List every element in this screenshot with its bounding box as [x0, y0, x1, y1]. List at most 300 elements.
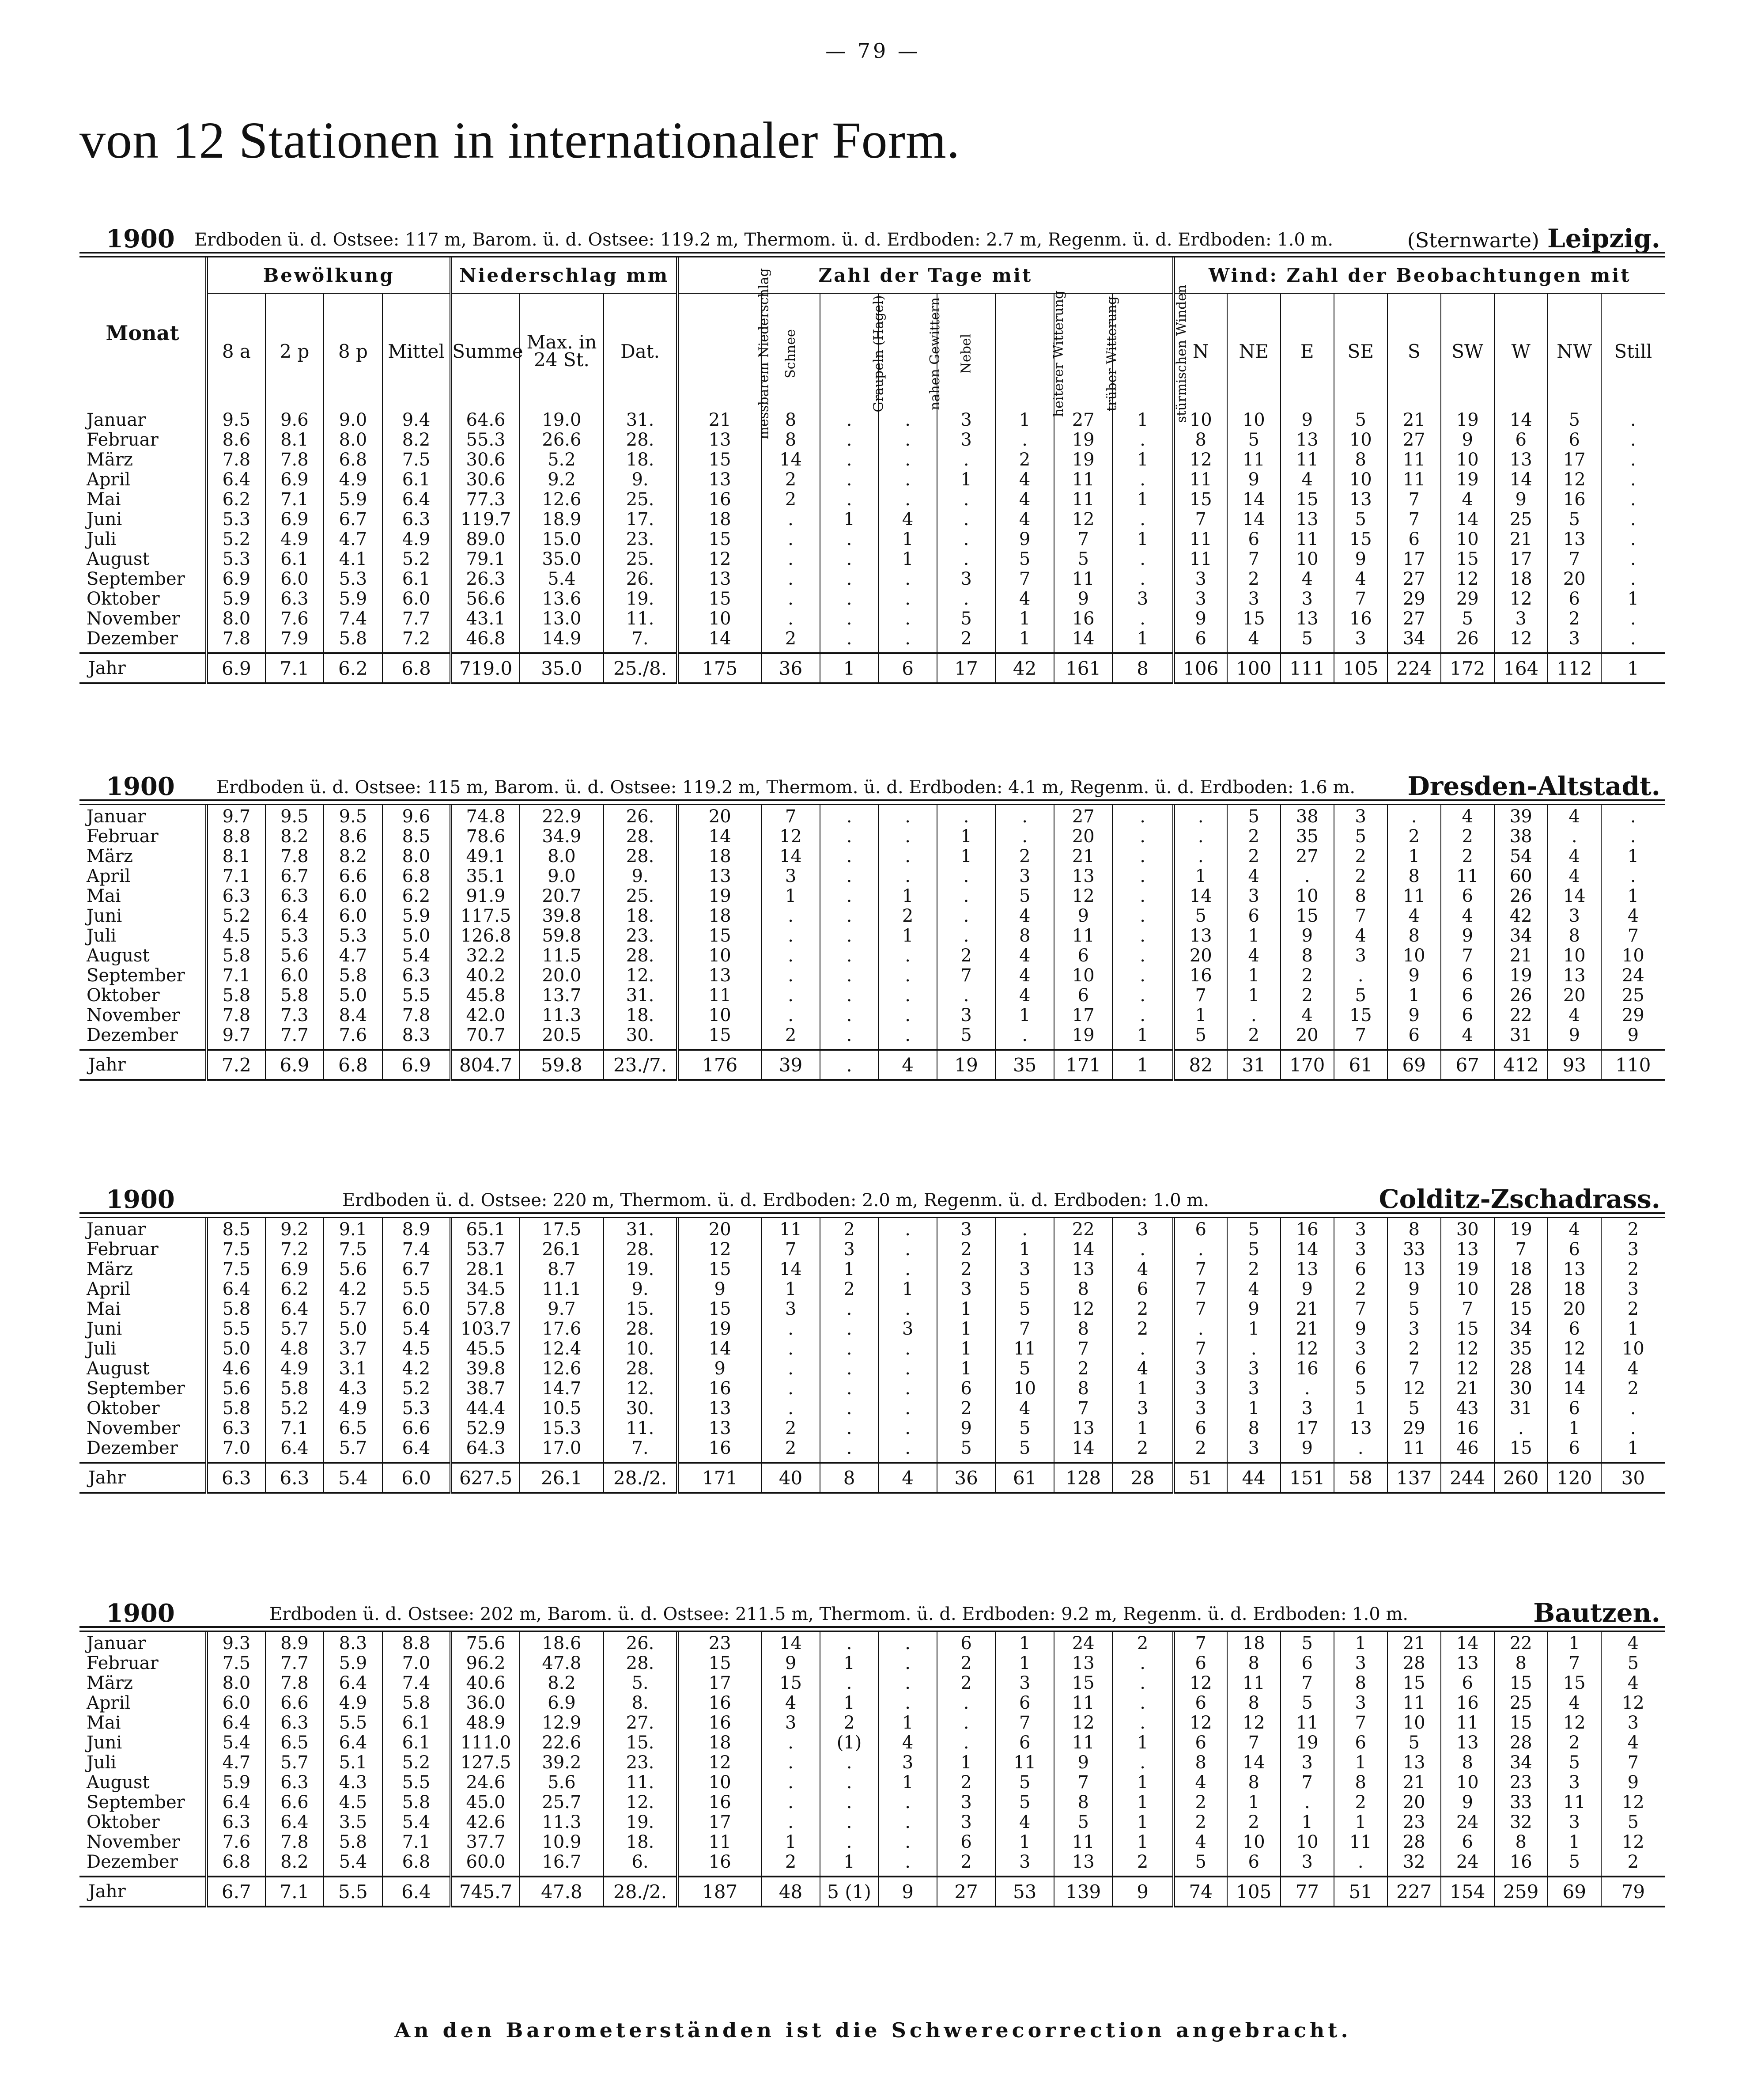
- value-cell: 18.: [604, 450, 677, 470]
- value-cell: 36.0: [451, 1693, 520, 1713]
- value-cell: .: [937, 589, 996, 609]
- value-cell: 8: [1387, 866, 1441, 886]
- value-cell: 14: [1054, 629, 1113, 653]
- value-cell: 10: [677, 1006, 761, 1025]
- value-cell: .: [1601, 629, 1665, 653]
- total-cell: 6.3: [265, 1463, 324, 1493]
- value-cell: 5.8: [265, 1379, 324, 1399]
- value-cell: 111.0: [451, 1733, 520, 1753]
- value-cell: 39.2: [520, 1753, 604, 1773]
- value-cell: 1: [1174, 866, 1227, 886]
- value-cell: 12: [1054, 1713, 1113, 1733]
- value-cell: 8.5: [382, 827, 451, 847]
- col-header: W: [1494, 293, 1548, 409]
- value-cell: 1: [1227, 926, 1281, 946]
- value-cell: 10: [1227, 409, 1281, 430]
- value-cell: .: [1548, 827, 1601, 847]
- value-cell: 1: [1112, 409, 1173, 430]
- value-cell: 4.9: [324, 1399, 382, 1419]
- value-cell: 3: [937, 1279, 996, 1299]
- col-header: Dat.: [604, 293, 677, 409]
- value-cell: 2: [1601, 1299, 1665, 1319]
- value-cell: 9: [1227, 470, 1281, 490]
- value-cell: 27: [1054, 805, 1113, 827]
- value-cell: 7.5: [324, 1240, 382, 1260]
- value-cell: 21: [677, 409, 761, 430]
- value-cell: 14: [1494, 409, 1548, 430]
- value-cell: 24: [1054, 1632, 1113, 1654]
- value-cell: 4: [1548, 847, 1601, 866]
- value-cell: 4: [1548, 1006, 1601, 1025]
- total-cell: 745.7: [451, 1877, 520, 1907]
- value-cell: .: [1281, 1793, 1334, 1812]
- value-cell: 18: [677, 847, 761, 866]
- value-cell: 6.9: [265, 510, 324, 530]
- value-cell: .: [995, 827, 1054, 847]
- value-cell: 19: [1054, 430, 1113, 450]
- value-cell: 5.1: [324, 1753, 382, 1773]
- value-cell: 27: [1281, 847, 1334, 866]
- value-cell: 5: [1174, 1852, 1227, 1877]
- value-cell: 7: [1227, 549, 1281, 569]
- value-cell: 12.6: [520, 490, 604, 510]
- value-cell: 3: [1112, 1218, 1173, 1240]
- value-cell: 26.: [604, 1632, 677, 1654]
- value-cell: .: [878, 629, 937, 653]
- value-cell: 4: [1441, 805, 1494, 827]
- value-cell: 4.5: [382, 1339, 451, 1359]
- table-row: [79, 450, 1665, 470]
- total-cell: 82: [1174, 1050, 1227, 1080]
- value-cell: .: [761, 1753, 820, 1773]
- col-header: [878, 293, 943, 410]
- value-cell: 60: [1494, 866, 1548, 886]
- value-cell: 11: [1387, 1438, 1441, 1463]
- value-cell: .: [878, 847, 937, 866]
- value-cell: 6.3: [265, 1773, 324, 1793]
- value-cell: 16: [1494, 1852, 1548, 1877]
- value-cell: 1: [878, 1279, 937, 1299]
- value-cell: 14: [1227, 1753, 1281, 1773]
- value-cell: 9: [1548, 1025, 1601, 1050]
- value-cell: 6.3: [207, 1419, 265, 1438]
- value-cell: 10: [1601, 946, 1665, 966]
- value-cell: 12: [1601, 1793, 1665, 1812]
- value-cell: 4: [995, 589, 1054, 609]
- month-cell: Januar: [87, 410, 146, 430]
- value-cell: 8: [1334, 886, 1387, 906]
- value-cell: 4.9: [265, 1359, 324, 1379]
- value-cell: .: [1112, 470, 1173, 490]
- value-cell: .: [820, 827, 879, 847]
- value-cell: 5.5: [207, 1319, 265, 1339]
- value-cell: 6: [937, 1832, 996, 1852]
- total-cell: 51: [1334, 1877, 1387, 1907]
- total-cell: 6.9: [207, 653, 265, 683]
- value-cell: 2: [1227, 1025, 1281, 1050]
- value-cell: 1: [1227, 1319, 1281, 1339]
- value-cell: 1: [1334, 1399, 1387, 1419]
- table-row: [79, 510, 1665, 530]
- value-cell: .: [1112, 1006, 1173, 1025]
- value-cell: 5: [1334, 827, 1387, 847]
- value-cell: 38: [1494, 827, 1548, 847]
- value-cell: 1: [1112, 450, 1173, 470]
- table-row: [79, 530, 1665, 549]
- value-cell: 5.3: [207, 510, 265, 530]
- value-cell: 5: [995, 1438, 1054, 1463]
- value-cell: 10: [1441, 530, 1494, 549]
- value-cell: 9: [1387, 1279, 1441, 1299]
- value-cell: 28.1: [451, 1260, 520, 1279]
- value-cell: 1: [1334, 1632, 1387, 1654]
- value-cell: 2: [761, 629, 820, 653]
- value-cell: 13: [1054, 1419, 1113, 1438]
- value-cell: 13: [1334, 1419, 1387, 1438]
- value-cell: 5.6: [265, 946, 324, 966]
- table-row: [79, 1260, 1665, 1279]
- value-cell: 11.3: [520, 1006, 604, 1025]
- value-cell: 21: [1281, 1319, 1334, 1339]
- value-cell: 28: [1387, 1832, 1441, 1852]
- value-cell: 1: [1548, 1419, 1601, 1438]
- value-cell: 7.: [604, 629, 677, 653]
- value-cell: 2: [1334, 847, 1387, 866]
- value-cell: 4: [1227, 866, 1281, 886]
- value-cell: 4.9: [382, 530, 451, 549]
- year-total-row: [79, 1877, 1665, 1907]
- value-cell: .: [761, 530, 820, 549]
- value-cell: 14: [1441, 1632, 1494, 1654]
- col-header: S: [1387, 293, 1441, 409]
- value-cell: 6: [1441, 1006, 1494, 1025]
- value-cell: 14: [1494, 470, 1548, 490]
- value-cell: 1: [761, 1832, 820, 1852]
- col-header-label: heiterer Witterung: [1051, 290, 1067, 417]
- value-cell: 5.3: [207, 549, 265, 569]
- value-cell: 8: [1548, 926, 1601, 946]
- value-cell: 3: [1334, 1693, 1387, 1713]
- month-cell: Juli: [87, 529, 117, 549]
- station-table: [79, 1632, 1665, 1907]
- total-cell: 39: [761, 1050, 820, 1080]
- value-cell: 14: [1054, 1438, 1113, 1463]
- value-cell: 6: [937, 1379, 996, 1399]
- value-cell: 14: [1227, 490, 1281, 510]
- table-row: [79, 1279, 1665, 1299]
- value-cell: 79.1: [451, 549, 520, 569]
- value-cell: 10: [1441, 450, 1494, 470]
- value-cell: 13.6: [520, 589, 604, 609]
- value-cell: 11: [1054, 470, 1113, 490]
- value-cell: 13: [677, 866, 761, 886]
- total-cell: 44: [1227, 1463, 1281, 1493]
- total-cell: 161: [1054, 653, 1113, 683]
- value-cell: 3: [1227, 1359, 1281, 1379]
- value-cell: 11: [995, 1753, 1054, 1773]
- value-cell: 28.: [604, 946, 677, 966]
- value-cell: .: [1227, 1006, 1281, 1025]
- value-cell: 3: [1494, 609, 1548, 629]
- value-cell: 6.7: [324, 510, 382, 530]
- value-cell: 12: [1441, 1359, 1494, 1379]
- value-cell: 9.7: [207, 1025, 265, 1050]
- value-cell: 75.6: [451, 1632, 520, 1654]
- value-cell: .: [1112, 1713, 1173, 1733]
- value-cell: 1: [1601, 589, 1665, 609]
- value-cell: .: [878, 409, 937, 430]
- value-cell: .: [1601, 827, 1665, 847]
- total-cell: 19: [937, 1050, 996, 1080]
- value-cell: 20.0: [520, 966, 604, 986]
- value-cell: 15: [677, 1654, 761, 1673]
- value-cell: 8: [1054, 1279, 1113, 1299]
- value-cell: 39: [1494, 805, 1548, 827]
- value-cell: 5.8: [382, 1693, 451, 1713]
- value-cell: 6.1: [265, 549, 324, 569]
- value-cell: 11.: [604, 1773, 677, 1793]
- value-cell: 5.0: [324, 1319, 382, 1339]
- total-cell: 139: [1054, 1877, 1113, 1907]
- value-cell: 14.9: [520, 629, 604, 653]
- value-cell: 13: [1281, 430, 1334, 450]
- value-cell: 25: [1494, 1693, 1548, 1713]
- month-cell: August: [87, 946, 150, 966]
- value-cell: 3: [1548, 1812, 1601, 1832]
- value-cell: 6.6: [265, 1693, 324, 1713]
- value-cell: 3: [1281, 589, 1334, 609]
- value-cell: .: [1174, 847, 1227, 866]
- value-cell: 9.2: [265, 1218, 324, 1240]
- value-cell: 1: [878, 549, 937, 569]
- value-cell: 12.: [604, 966, 677, 986]
- value-cell: 2: [1334, 1793, 1387, 1812]
- value-cell: 12: [1494, 629, 1548, 653]
- value-cell: 5.2: [520, 450, 604, 470]
- value-cell: 31: [1494, 1399, 1548, 1419]
- value-cell: 34: [1494, 1753, 1548, 1773]
- value-cell: 12: [1548, 1339, 1601, 1359]
- value-cell: 43.1: [451, 609, 520, 629]
- value-cell: 28.: [604, 1654, 677, 1673]
- col-header: SW: [1441, 293, 1494, 409]
- value-cell: .: [995, 1218, 1054, 1240]
- table-row: [79, 805, 1665, 827]
- year-label: Jahr: [79, 1877, 207, 1907]
- table-row: [79, 1713, 1665, 1733]
- value-cell: 7.6: [207, 1832, 265, 1852]
- value-cell: 15: [1494, 1438, 1548, 1463]
- value-cell: 33: [1494, 1793, 1548, 1812]
- value-cell: 5: [1441, 609, 1494, 629]
- col-header: Mittel: [382, 293, 451, 409]
- value-cell: .: [1601, 805, 1665, 827]
- value-cell: 9: [1281, 409, 1334, 430]
- value-cell: .: [878, 1812, 937, 1832]
- value-cell: 28: [1494, 1279, 1548, 1299]
- value-cell: 13: [1281, 1260, 1334, 1279]
- value-cell: 8: [995, 926, 1054, 946]
- value-cell: .: [1112, 866, 1173, 886]
- value-cell: 1: [1601, 1319, 1665, 1339]
- month-cell: Dezember: [87, 628, 178, 649]
- station-section: [79, 1181, 1665, 1494]
- month-cell: November: [87, 1418, 180, 1438]
- value-cell: 1: [1174, 1006, 1227, 1025]
- value-cell: 25: [1494, 510, 1548, 530]
- value-cell: 5: [995, 1419, 1054, 1438]
- station-name: Bautzen.: [1533, 1598, 1660, 1628]
- value-cell: 5.0: [207, 1339, 265, 1359]
- value-cell: 11: [1174, 549, 1227, 569]
- value-cell: 1: [761, 1279, 820, 1299]
- month-cell: April: [87, 469, 131, 490]
- value-cell: 5.4: [382, 946, 451, 966]
- value-cell: .: [761, 1006, 820, 1025]
- value-cell: .: [937, 450, 996, 470]
- value-cell: 13: [1441, 1654, 1494, 1673]
- value-cell: 13: [1281, 510, 1334, 530]
- value-cell: 4: [1334, 926, 1387, 946]
- value-cell: 11: [761, 1218, 820, 1240]
- value-cell: 2: [1387, 1339, 1441, 1359]
- value-cell: 1: [1601, 1438, 1665, 1463]
- value-cell: 7.5: [207, 1654, 265, 1673]
- value-cell: 11: [1441, 1713, 1494, 1733]
- value-cell: 6: [1174, 1733, 1227, 1753]
- table-row: [79, 1733, 1665, 1753]
- value-cell: 4: [761, 1693, 820, 1713]
- value-cell: 6: [1227, 906, 1281, 926]
- value-cell: 6.7: [382, 1260, 451, 1279]
- value-cell: 3: [1174, 1359, 1227, 1379]
- value-cell: 27: [1387, 569, 1441, 589]
- value-cell: 7.5: [207, 1240, 265, 1260]
- value-cell: 38.7: [451, 1379, 520, 1399]
- value-cell: 1: [937, 470, 996, 490]
- value-cell: 7.7: [265, 1654, 324, 1673]
- value-cell: 31.: [604, 986, 677, 1006]
- value-cell: 3: [1334, 629, 1387, 653]
- total-cell: 51: [1174, 1463, 1227, 1493]
- total-cell: 58: [1334, 1463, 1387, 1493]
- value-cell: 5: [937, 1438, 996, 1463]
- value-cell: 4: [995, 906, 1054, 926]
- value-cell: 7.: [604, 1438, 677, 1463]
- value-cell: 13: [677, 430, 761, 450]
- value-cell: 3: [1601, 1240, 1665, 1260]
- value-cell: 70.7: [451, 1025, 520, 1050]
- value-cell: 20: [677, 1218, 761, 1240]
- value-cell: 15: [1441, 1319, 1494, 1339]
- value-cell: 21: [1494, 530, 1548, 549]
- table-body: [79, 1632, 1665, 1907]
- value-cell: 4: [1112, 1359, 1173, 1379]
- value-cell: 24: [1601, 966, 1665, 986]
- month-cell: Januar: [87, 1633, 146, 1654]
- value-cell: 1: [820, 1693, 879, 1713]
- value-cell: 12: [677, 1753, 761, 1773]
- value-cell: 3: [1548, 906, 1601, 926]
- value-cell: 1: [937, 1359, 996, 1379]
- table-row: [79, 1632, 1665, 1654]
- value-cell: 12.9: [520, 1713, 604, 1733]
- station-meta: Erdboden ü. d. Ostsee: 117 m, Barom. ü. d. Ostsee: 119.2 m, Thermom. ü. d. Erdboden: 2.7 m, Regenm. ü. d. Erdboden: 1.0 m.: [194, 230, 1334, 250]
- value-cell: 1: [1601, 847, 1665, 866]
- value-cell: 5: [1334, 510, 1387, 530]
- col-header: [995, 290, 1067, 417]
- value-cell: 19: [1441, 1260, 1494, 1279]
- value-cell: 7.4: [382, 1673, 451, 1693]
- value-cell: 23.: [604, 1753, 677, 1773]
- value-cell: 4: [995, 1812, 1054, 1832]
- value-cell: 3: [995, 866, 1054, 886]
- value-cell: 5.9: [207, 1773, 265, 1793]
- value-cell: 1: [937, 847, 996, 866]
- station-table: [79, 1218, 1665, 1494]
- value-cell: .: [1112, 510, 1173, 530]
- value-cell: 1: [995, 1832, 1054, 1852]
- value-cell: 5: [1281, 1693, 1334, 1713]
- value-cell: 2: [995, 847, 1054, 866]
- value-cell: 1: [820, 1852, 879, 1877]
- value-cell: 4: [1281, 470, 1334, 490]
- value-cell: 6.4: [207, 1279, 265, 1299]
- value-cell: 1: [878, 926, 937, 946]
- table-row: [79, 1852, 1665, 1877]
- value-cell: 2: [1112, 1438, 1173, 1463]
- col-header-label: Schnee: [782, 329, 798, 378]
- value-cell: 22.9: [520, 805, 604, 827]
- value-cell: .: [878, 1832, 937, 1852]
- value-cell: .: [761, 569, 820, 589]
- value-cell: 17.0: [520, 1438, 604, 1463]
- value-cell: 11: [1054, 569, 1113, 589]
- value-cell: 28.: [604, 1359, 677, 1379]
- value-cell: 4: [995, 510, 1054, 530]
- value-cell: 15: [677, 1025, 761, 1050]
- value-cell: 55.3: [451, 430, 520, 450]
- value-cell: .: [878, 1419, 937, 1438]
- value-cell: 17: [1387, 549, 1441, 569]
- value-cell: 60.0: [451, 1852, 520, 1877]
- value-cell: 5: [1054, 1812, 1113, 1832]
- value-cell: 8.0: [207, 609, 265, 629]
- value-cell: 1: [995, 1654, 1054, 1673]
- value-cell: 10: [677, 946, 761, 966]
- value-cell: 1: [1548, 1832, 1601, 1852]
- col-header-label: nahen Gewittern: [927, 297, 943, 410]
- value-cell: 10: [1054, 966, 1113, 986]
- value-cell: .: [878, 1632, 937, 1654]
- value-cell: 4: [995, 946, 1054, 966]
- value-cell: 19: [1441, 470, 1494, 490]
- value-cell: 23: [1494, 1773, 1548, 1793]
- value-cell: 5: [937, 1025, 996, 1050]
- value-cell: 7: [1601, 926, 1665, 946]
- value-cell: 19.0: [520, 409, 604, 430]
- value-cell: 38: [1281, 805, 1334, 827]
- value-cell: .: [761, 946, 820, 966]
- value-cell: 4.1: [324, 549, 382, 569]
- value-cell: 6.0: [382, 589, 451, 609]
- value-cell: .: [1601, 450, 1665, 470]
- value-cell: .: [820, 569, 879, 589]
- value-cell: 4: [1387, 906, 1441, 926]
- total-cell: 6.2: [324, 653, 382, 683]
- value-cell: .: [1112, 926, 1173, 946]
- value-cell: 26.6: [520, 430, 604, 450]
